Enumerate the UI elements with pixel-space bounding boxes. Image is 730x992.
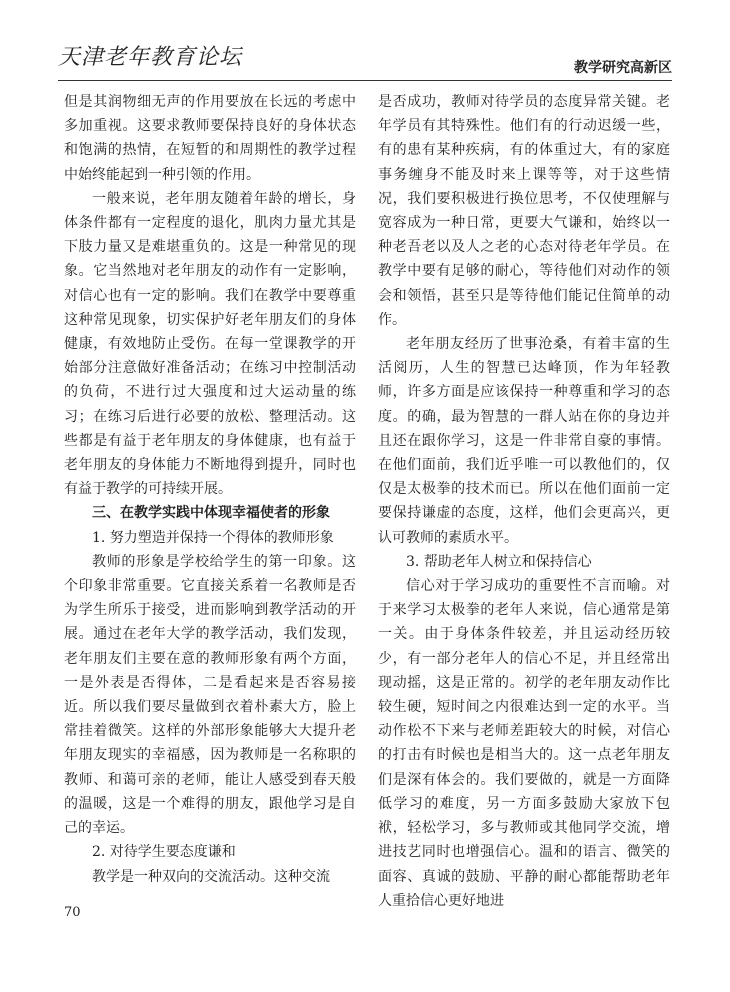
right-column <box>378 90 670 913</box>
journal-logo: 天津老年教育论坛 <box>58 45 243 70</box>
page-number: 70 <box>64 905 81 920</box>
paragraph: 信心对于学习成功的重要性不言而喻。对于来学习太极拳的老年人来说，信心通常是第一关。由于身体条件较差，并且运动经历较少，有一部分老年人的信心不足，并且经常出现动摇，这是正常的。初学的老年朋友动作比较生硬，短时间之内很难达到一定的水平。当动作松不下来与老师差距较大的时候，对信心的打击有时候也是相当大的。这一点老年朋友们是深有体会的。我们要做的，就是一方面降低学习的难度，另一方面多鼓励大家放下包袱，轻松学习，多与教师或其他同学交流，增进技艺同时也增强信心。温和的语言、微笑的面容、真诚的鼓励、平静的耐心都能帮助老年人重拾信心更好地进 <box>378 578 670 909</box>
paragraph: 是否成功，教师对待学员的态度异常关键。老年学员有其特殊性。他们有的行动迟缓一些，有的患有某种疾病，有的体重过大，有的家庭事务缠身不能及时来上课等等，对于这些情况，我们要积极进行换位思考，不仅使理解与宽容成为一种日常，更要大气谦和，始终以一种老吾老以及人之老的心态对待老年学员。在教学中要有足够的耐心，等待他们对动作的领会和领悟，甚至只是等待他们能记住简单的动作。 <box>378 94 670 328</box>
paragraph: 教学是一种双向的交流活动。这种交流 <box>92 868 330 885</box>
paragraph: 但是其润物细无声的作用要放在长远的考虑中多加重视。这要求教师要保持良好的身体状态和饱满的热情，在短暂的和周期性的教学过程中始终能起到一种引领的作用。 <box>64 94 356 183</box>
section-label: 教学研究高新区 <box>574 60 672 76</box>
paragraph: 一般来说，老年朋友随着年龄的增长，身体条件都有一定程度的退化，肌肉力量尤其是下肢力量又是难堪重负的。这是一种常见的现象。它当然地对老年朋友的动作有一定影响，对信心也有一定的影响。我们在教学中要尊重这种常见现象，切实保护好老年朋友们的身体健康，有效地防止受伤。在每一堂课教学的开始部分注意做好准备活动；在练习中控制活动的负荷，不进行过大强度和过大运动量的练习；在练习后进行必要的放松、整理活动。这些都是有益于老年朋友的身体健康，也有益于老年朋友的身体能力不断地得到提升，同时也有益于教学的可持续开展。 <box>64 190 356 498</box>
paragraph: 老年朋友经历了世事沧桑，有着丰富的生活阅历，人生的智慧已达峰顶，作为年轻教师，许多方面是应该保持一种尊重和学习的态度。的确，最为智慧的一群人站在你的身边并且还在跟你学习，这是一件非常自豪的事情。在他们面前，我们近乎唯一可以教他们的，仅仅是太极拳的技术而已。所以在他们面前一定要保持谦虚的态度，这样，他们会更高兴，更认可教师的素质水平。 <box>378 336 670 546</box>
subsection-heading: 3. 帮助老年人树立和保持信心 <box>406 553 592 570</box>
subsection-heading: 2. 对待学生要态度谦和 <box>92 844 236 861</box>
section-heading: 三、在教学实践中体现幸福使者的形象 <box>92 505 330 522</box>
subsection-heading: 1. 努力塑造并保持一个得体的教师形象 <box>92 529 334 546</box>
page-header <box>58 38 672 78</box>
paragraph: 教师的形象是学校给学生的第一印象。这个印象非常重要。它直接关系着一名教师是否为学生所乐于接受，进而影响到教学活动的开展。通过在老年大学的教学活动，我们发现，老年朋友们主要在意的教师形象有两个方面，一是外表是否得体，二是看起来是否容易接近。所以我们要尽量做到衣着朴素大方，脸上常挂着微笑。这样的外部形象能够大大提升老年朋友现实的幸福感，因为教师是一名称职的教师、和蔼可亲的老师，能让人感受到春天般的温暖，这是一个难得的朋友，跟他学习是自己的幸运。 <box>64 553 356 837</box>
left-column <box>64 90 356 889</box>
header-rule <box>58 80 672 81</box>
